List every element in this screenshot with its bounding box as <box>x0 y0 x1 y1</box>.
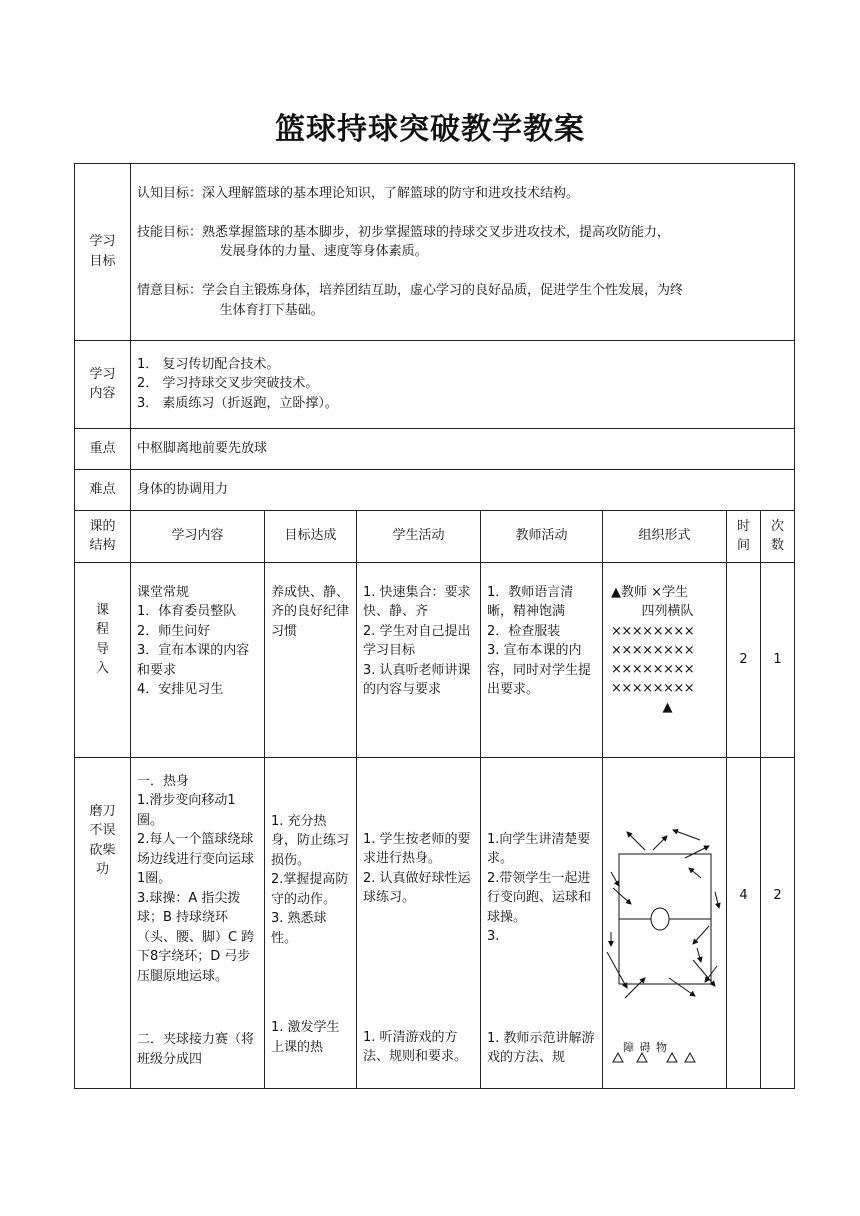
warmup-content-a: 一．热身 1.滑步变向移动1圈。 2.每人一个篮球绕球场边线进行变向运球1圈。 3.球操：A 指尖拨球；B 持球绕环（头、腰、脚）C 跨下8字绕环；D 弓步压腿原地运球。 <box>137 773 255 984</box>
content-label: 学习 内容 <box>75 340 131 428</box>
header-goal: 目标达成 <box>265 510 357 562</box>
intro-teacher: 1．教师语言清晰，精神饱满 2．检查服装 3. 宣布本课的内容，同时对学生提出要求。 <box>481 562 603 757</box>
intro-goal: 养成快、静、齐的良好纪律习惯 <box>265 562 357 757</box>
intro-time: 2 <box>727 562 761 757</box>
warmup-student <box>357 757 481 1088</box>
difficulty-row <box>75 469 795 510</box>
cone-icon <box>613 1053 623 1062</box>
header-count: 次 数 <box>761 510 795 562</box>
difficulty-label: 难点 <box>75 469 131 510</box>
header-student: 学生活动 <box>357 510 481 562</box>
obstacle-label: 障 碍 物 <box>623 1041 668 1054</box>
key-row <box>75 428 795 469</box>
warmup-content <box>131 757 265 1088</box>
cone-icon <box>667 1053 677 1062</box>
warmup-count: 2 <box>761 757 795 1088</box>
goals-label: 学习 目标 <box>75 164 131 341</box>
skill-goal: 技能目标：熟悉掌握篮球的基本脚步，初步掌握篮球的持球交叉步进攻技术，提高攻防能力， 发展身体的力量、速度等身体素质。 <box>137 224 671 259</box>
content-row <box>75 340 795 428</box>
page-title: 篮球持球突破教学教案 <box>275 112 585 147</box>
key-text: 中枢脚离地前要先放球 <box>131 428 795 469</box>
intro-content: 课堂常规 1．体育委员整队 2．师生问好 3．宣布本课的内容和要求 4．安排见习生 <box>131 562 265 757</box>
content-item: 2． 学习持球交叉步突破技术。 <box>137 376 319 392</box>
obstacle-row <box>605 1024 726 1064</box>
intro-structure: 课 程 导 入 <box>75 562 131 757</box>
warmup-teacher-a: 1.向学生讲清楚要求。 2.带领学生一起进行变向跑、运球和球操。 3. <box>487 831 592 944</box>
content-item: 1． 复习传切配合技术。 <box>137 356 280 372</box>
header-org: 组织形式 <box>603 510 727 562</box>
content-item: 3． 素质练习（折返跑，立卧撑）。 <box>137 395 338 411</box>
table-header-row <box>75 510 795 562</box>
student-formation <box>611 622 724 698</box>
warmup-time: 4 <box>727 757 761 1088</box>
obstacle-cones <box>611 1050 721 1064</box>
header-content: 学习内容 <box>131 510 265 562</box>
intro-student: 1. 快速集合：要求快、静、齐 2. 学生对自己提出学习目标 3. 认真听老师讲课的内容与要求 <box>357 562 481 757</box>
warmup-goal <box>265 757 357 1088</box>
content-cell <box>131 340 795 428</box>
goals-cell <box>131 164 795 341</box>
intro-org <box>603 562 727 757</box>
org-caption: 四列横队 <box>641 604 694 619</box>
warmup-structure: 磨刀 不误 砍柴 功 <box>75 757 131 1088</box>
court-diagram <box>605 828 725 1018</box>
section-warmup-row <box>75 757 795 1088</box>
difficulty-text: 身体的协调用力 <box>131 469 795 510</box>
formation-line: ×××××××× <box>611 623 695 639</box>
cognitive-goal: 认知目标：深入理解篮球的基本理论知识，了解篮球的防守和进攻技术结构。 <box>137 185 580 201</box>
affective-goal: 情意目标：学会自主锻炼身体，培养团结互助，虚心学习的良好品质，促进学生个性发展，为终 生体育打下基础。 <box>137 283 684 318</box>
warmup-org <box>603 757 727 1088</box>
formation-line: ×××××××× <box>611 661 695 677</box>
formation-line: ×××××××× <box>611 642 695 658</box>
section-intro-row <box>75 562 795 757</box>
org-legend: ▲教师 ×学生 <box>611 584 689 600</box>
warmup-goal-a: 1. 充分热身，防止练习损伤。 2.掌握提高防守的动作。 3. 熟悉球性。 <box>271 813 350 946</box>
warmup-content-b: 二．夹球接力赛（将班级分成四 <box>137 1032 255 1067</box>
goals-row <box>75 164 795 341</box>
header-structure: 课的 结构 <box>75 510 131 562</box>
key-label: 重点 <box>75 428 131 469</box>
warmup-student-b: 1. 听清游戏的方法、规则和要求。 <box>363 1029 468 1064</box>
teacher-marker: ▲ <box>662 699 673 715</box>
warmup-teacher-b: 1. 教师示范讲解游戏的方法、规 <box>487 1030 595 1065</box>
warmup-teacher <box>481 757 603 1088</box>
center-circle <box>651 908 669 930</box>
cone-icon <box>637 1053 647 1062</box>
formation-line: ×××××××× <box>611 680 695 696</box>
header-teacher: 教师活动 <box>481 510 603 562</box>
warmup-goal-b: 1. 激发学生上课的热 <box>271 1020 340 1055</box>
warmup-student-a: 1. 学生按老师的要求进行热身。 2. 认真做好球性运球练习。 <box>363 831 471 905</box>
lesson-plan-table <box>74 163 795 1089</box>
cone-icon <box>685 1053 695 1062</box>
intro-count: 1 <box>761 562 795 757</box>
header-time: 时 间 <box>727 510 761 562</box>
